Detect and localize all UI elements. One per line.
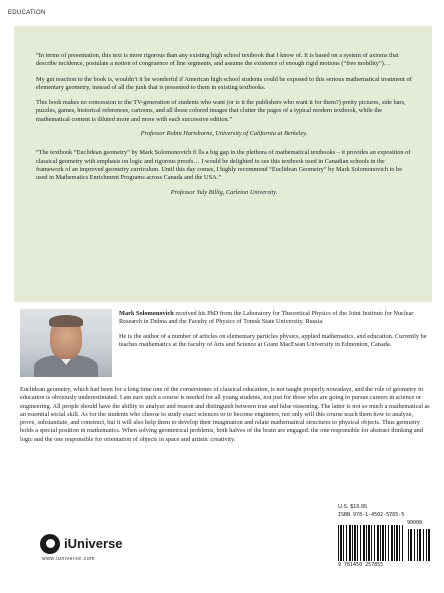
price-label: U.S. $16.95	[338, 504, 368, 510]
barcode	[334, 519, 434, 571]
author-photo-hair	[49, 315, 83, 327]
book-description: Euclidean geometry, which had been for a long time one of the cornerstones of classical education, is not taught properly nowadays, and the role of geometry in education is obviously underestimated. I am sure such a course is needed for all young students, not just for those who are going to pursue careers in science or engineering. All people should have the ability to analyze and reason and distinguish between true and false reasoning. The latter is not so much a mathematical as an essential social skill. As for the students who choose to study exact sciences or to become engineers, not only will this course teach them how to analyze, prove, substantiate, and construct, but it will also help them to develop their imagination and relate mathematical structures to physical objects. Thus geometry holds a special position in mathematics. When solving geometrical problems, both halves of the brain are engaged: the one responsible for abstract thinking and logic and the one responsible for orientation of objects in space and artistic creativity.	[20, 386, 430, 443]
review-attribution: Professor Yuly Billig, Carleton University.	[170, 188, 278, 196]
top-bar	[0, 0, 444, 22]
review-quote: This book makes no concession to the TV-generation of students who want (or is it the publishers who want it for them?) pretty pictures, side bars, puzzles, games, historical references, cartoons, and all those colored images that clutter the pages of a typical modern textbook, while the mathematical content is diluted more and more with each successive edition.”	[36, 99, 406, 123]
publisher-logo	[40, 532, 160, 562]
barcode-addon-number: 90000	[407, 520, 423, 526]
review-attribution: Professor Robin Hartshorne, University of California at Berkeley.	[140, 130, 308, 138]
barcode-bars-icon	[338, 525, 404, 561]
isbn-label: ISBN 978-1-4502-5785-5	[338, 512, 405, 518]
barcode-number: 9 781450 257855	[338, 562, 384, 568]
review-quote: “In terms of presentation, this text is more rigorous than any existing high school textbook that I know of. It is based on a system of axioms that describe incidence, postulate a notion of congruence of line segments, and assume the existence of enough rigid motions (“free mobility”)…	[36, 52, 399, 68]
publisher-name: iUniverse	[64, 536, 123, 551]
author-photo	[20, 309, 112, 377]
barcode-addon-bars-icon	[408, 529, 432, 561]
category-label: EDUCATION	[8, 10, 46, 16]
review-quote: My gut reaction to the book is, wouldn’t it be wonderful if American high school students could be exposed to this serious mathematical treatment of elementary geometry, instead of all the junk that is presented to them in existing textbooks.	[36, 75, 412, 91]
author-bio-paragraph: He is the author of a number of articles on elementary particles physics, applied mathematics, and education. Currently he teaches mathematics at the faculty of Arts and Science at Grant MacEwan University in Edmonton, Canada.	[119, 332, 427, 348]
author-bio	[119, 310, 431, 355]
reviews-panel	[14, 26, 432, 302]
author-name: Mark Solomonovich	[119, 310, 174, 317]
reviews-content	[36, 52, 412, 208]
publisher-url: www.iuniverse.com	[42, 556, 95, 562]
review-quote: “The textbook “Euclidean geometry” by Mark Solomonovich fi lls a big gap in the plethora of mathematical textbooks – it provides an exposition of classical geometry with emphasis on logic and rigorous proofs… I would be delighted to see this textbook used in Canadian schools in the framework of an improved geometry curriculum. Until this day comes, I highly recommend “Euclidean Geometry” by Mark Solomonovich to be used in Mathematics Enrichment Programs across Canada and the USA.”	[36, 149, 411, 182]
publisher-logo-icon	[40, 534, 60, 554]
author-bio-paragraph	[119, 310, 431, 327]
author-bio-text: received his PhD from the Laboratory for Theoretical Physics of the Joint Institute for Nuclear Research in Dubna and the Faculty of Physics of Tomsk State University, Russia.	[119, 310, 414, 326]
